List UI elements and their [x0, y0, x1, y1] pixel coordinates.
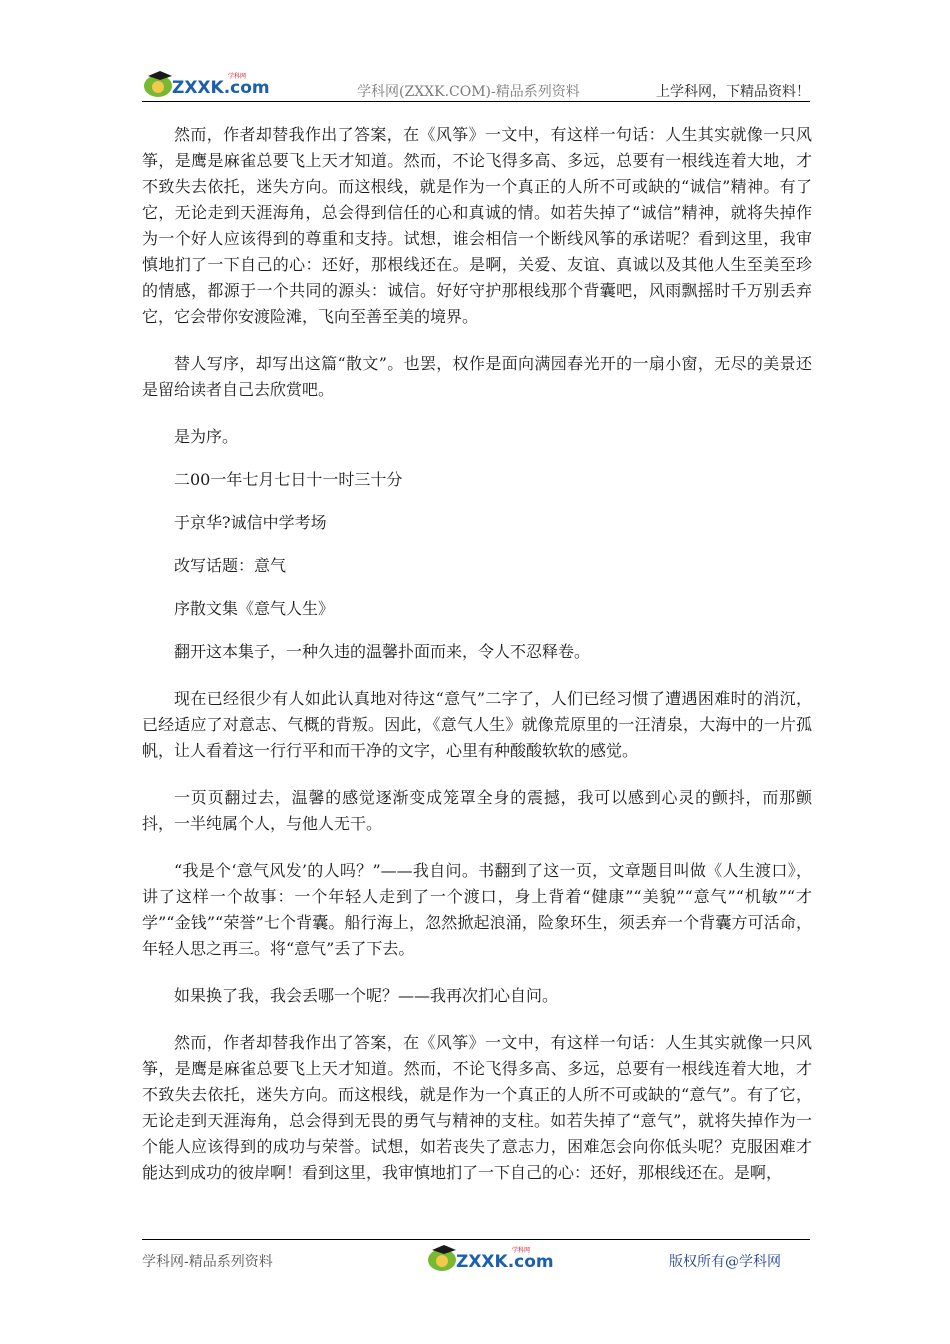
zxxk-logo-icon: [142, 66, 270, 100]
paragraph: 现在已经很少有人如此认真地对待这“意气”二字了，人们已经习惯了遭遇困难时的消沉，已经适应了对意志、气概的背叛。因此，《意气人生》就像荒原里的一汪清泉，大海中的一片孤帆，让人看着这一行行平和而干净的文字，心里有种酸酸软软的感觉。: [142, 689, 812, 760]
header-title: 学科网(ZXXK.COM)-精品系列资料: [357, 84, 580, 100]
logo-text: ZXXK.com: [172, 78, 270, 98]
paragraph: 改写话题：意气: [174, 556, 287, 575]
paragraph: 是为序。: [174, 427, 239, 446]
paragraph: 替人写序，却写出这篇“散文”。也罢，权作是面向满园春光开的一扇小窗，无尽的美景还是留给读者自己去欣赏吧。: [142, 354, 812, 399]
paragraph: “我是个‘意气风发’的人吗？”——我自问。书翻到了这一页，文章题目叫做《人生渡口》，讲了这样一个故事：一个年轻人走到了一个渡口，身上背着“健康”“美貌”“意气”“机敏”“才学”“金钱”“荣誉”七个背囊。船行海上，忽然掀起浪涌，险象环生，须丢弃一个背囊方可活命，年轻人思之再三。将“意气”丢了下去。: [142, 861, 812, 958]
paragraph: 如果换了我，我会丢哪一个呢？——我再次扪心自问。: [174, 986, 559, 1005]
logo-small-text: 学科网: [228, 73, 247, 80]
footer-logo-text: ZXXK.com: [456, 1252, 554, 1272]
page-header: [142, 66, 810, 102]
header-slogan: 上学科网，下精品资料！: [656, 84, 810, 100]
paragraph: 序散文集《意气人生》: [174, 599, 335, 618]
paragraph: 翻开这本集子，一种久违的温馨扑面而来，令人不忍释卷。: [174, 642, 591, 661]
footer-source: 学科网-精品系列资料: [142, 1254, 273, 1270]
footer-logo-small-text: 学科网: [512, 1247, 531, 1254]
document-body: [142, 122, 812, 1207]
paragraph: 一页页翻过去，温馨的感觉逐渐变成笼罩全身的震撼，我可以感到心灵的颤抖，而那颤抖，一半纯属个人，与他人无干。: [142, 788, 812, 833]
paragraph: 于京华?诚信中学考场: [174, 513, 327, 532]
footer-copyright-link[interactable]: 版权所有@学科网: [669, 1254, 781, 1270]
paragraph: 然而，作者却替我作出了答案，在《风筝》一文中，有这样一句话：人生其实就像一只风筝，是鹰是麻雀总要飞上天才知道。然而，不论飞得多高、多远，总要有一根线连着大地，才不致失去依托，迷失方向。而这根线，就是作为一个真正的人所不可或缺的“诚信”精神。有了它，无论走到天涯海角，总会得到信任的心和真诚的情。如若失掉了“诚信”精神，就将失掉作为一个好人应该得到的尊重和支持。试想，谁会相信一个断线风筝的承诺呢？看到这里，我审慎地扪了一下自己的心：还好，那根线还在。是啊，关爱、友谊、真诚以及其他人生至美至珍的情感，都源于一个共同的源头：诚信。好好守护那根线那个背囊吧，风雨飘摇时千万别丢弃它，它会带你安渡险滩，飞向至善至美的境界。: [142, 125, 812, 326]
paragraph: 二00一年七月七日十一时三十分: [174, 470, 403, 489]
paragraph: 然而，作者却替我作出了答案，在《风筝》一文中，有这样一句话：人生其实就像一只风筝，是鹰是麻雀总要飞上天才知道。然而，不论飞得多高、多远，总要有一根线连着大地，才不致失去依托，迷失方向。而这根线，就是作为一个真正的人所不可或缺的“意气”。有了它，无论走到天涯海角，总会得到无畏的勇气与精神的支柱。如若失掉了“意气”，就将失掉作为一个能人应该得到的成功与荣誉。试想，如若丧失了意志力，困难怎会向你低头呢？克服困难才能达到成功的彼岸啊！看到这里，我审慎地扪了一下自己的心：还好，那根线还在。是啊，: [142, 1033, 812, 1182]
zxxk-footer-logo-icon: [426, 1240, 554, 1274]
header-divider: [142, 101, 810, 102]
